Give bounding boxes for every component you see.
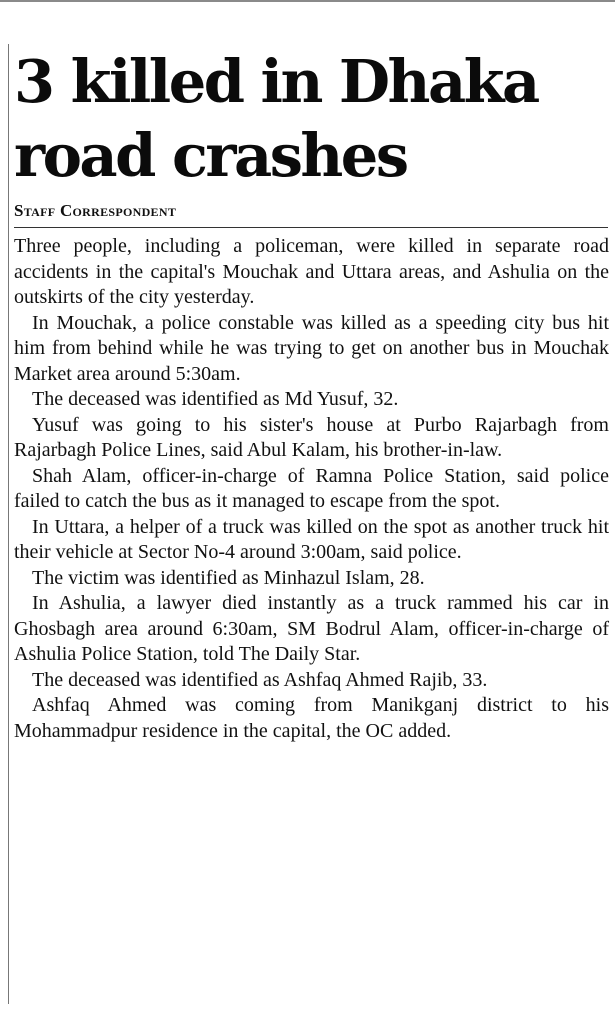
paragraph-7: The victim was identified as Minhazul Islam, 28. [32,566,425,589]
paragraph-2: In Mouchak, a police constable was killed as a speeding city bus hit him from behind while he was trying to get on another bus in Mouchak Market area around 5:30am. [14,311,609,385]
paragraph-6: In Uttara, a helper of a truck was killed on the spot as another truck hit their vehicle at Sector No-4 around 3:00am, said police. [14,515,609,563]
newspaper-article [14,45,609,744]
byline-divider [14,227,608,228]
paragraph-9: The deceased was identified as Ashfaq Ahmed Rajib, 33. [32,668,488,691]
paragraph-3: The deceased was identified as Md Yusuf, 32. [32,388,399,410]
paragraph-4: Yusuf was going to his sister's house at Purbo Rajarbagh from Rajarbagh Police Lines, said Abul Kalam, his brother-in-law. [14,413,609,461]
byline: Staff Correspondent [14,201,177,220]
paragraph-10: Ashfaq Ahmed was coming from Manikganj district to his Mohammadpur residence in the capital, the OC added. [14,694,609,742]
paragraph-8: In Ashulia, a lawyer died instantly as a truck rammed his car in Ghosbagh area around 6:30am, SM Bodrul Alam, officer-in-charge of Ashulia Police Station, told The Daily Star. [14,592,609,665]
top-border-rule [0,0,615,2]
column-left-rule [8,44,9,1004]
headline: 3 killed in Dhaka road crashes [14,47,538,190]
paragraph-1: Three people, including a policeman, were killed in separate road accidents in the capital's Mouchak and Uttara areas, and Ashulia on the outskirts of the city yesterday. [14,235,609,308]
article-body [14,234,609,744]
paragraph-5: Shah Alam, officer-in-charge of Ramna Police Station, said police failed to catch the bus as it managed to escape from the spot. [14,464,609,512]
